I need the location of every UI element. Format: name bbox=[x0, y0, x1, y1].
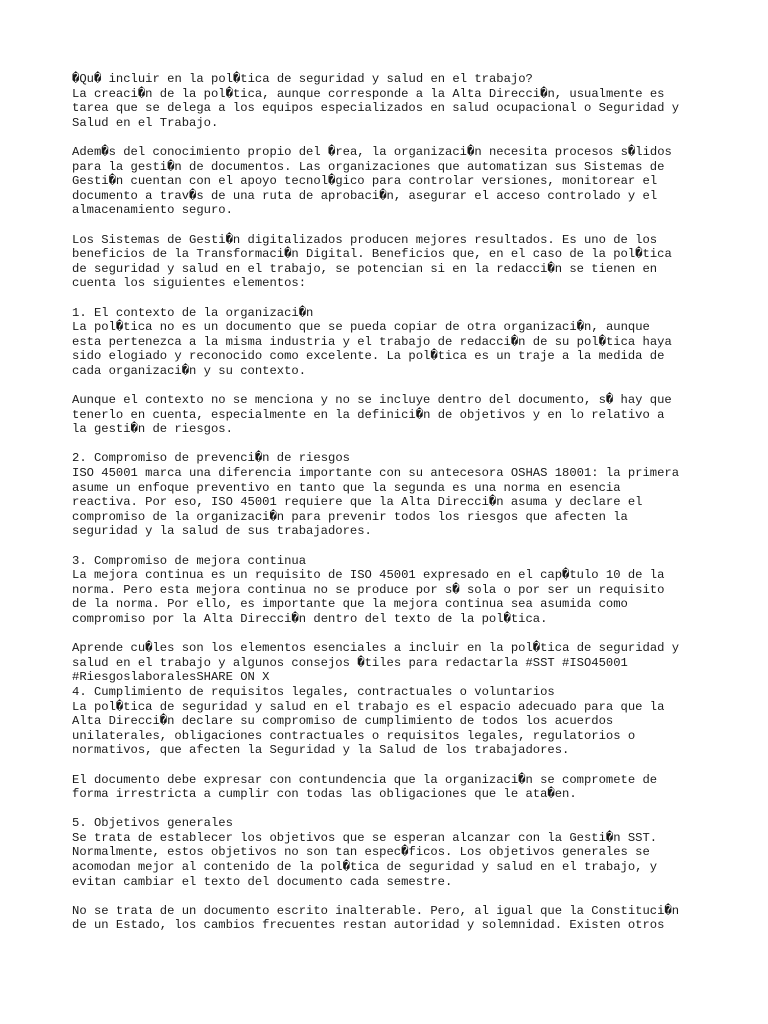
text-line: tenerlo en cuenta, especialmente en la definici�n de objetivos y en lo relativo a bbox=[72, 407, 665, 422]
text-line: forma irrestricta a cumplir con todas las obligaciones que le ata�en. bbox=[72, 787, 577, 802]
text-line: cada organizaci�n y su contexto. bbox=[72, 363, 307, 378]
document-paragraph bbox=[72, 773, 702, 802]
text-line: Aunque el contexto no se menciona y no se incluye dentro del documento, s� hay que bbox=[72, 393, 672, 408]
document-page bbox=[72, 72, 702, 933]
text-line: evitan cambiar el texto del documento cada semestre. bbox=[72, 874, 453, 889]
text-line: de seguridad y salud en el trabajo, se potencian si en la redacci�n se tienen en bbox=[72, 261, 658, 276]
text-line: reactiva. Por eso, ISO 45001 requiere que la Alta Direcci�n asuma y declare el bbox=[72, 495, 643, 510]
text-line: Adem�s del conocimiento propio del �rea, la organizaci�n necesita procesos s�lidos bbox=[72, 144, 672, 159]
text-line: La creaci�n de la pol�tica, aunque corresponde a la Alta Direcci�n, usualmente es bbox=[72, 86, 665, 101]
text-line: de un Estado, los cambios frecuentes restan autoridad y solemnidad. Existen otros bbox=[72, 918, 665, 933]
document-paragraph bbox=[72, 554, 702, 627]
text-line: Aprende cu�les son los elementos esenciales a incluir en la pol�tica de seguridad y bbox=[72, 641, 680, 656]
text-line: La pol�tica de seguridad y salud en el trabajo es el espacio adecuado para que la bbox=[72, 699, 665, 714]
text-line: sido elogiado y reconocido como excelente. La pol�tica es un traje a la medida de bbox=[72, 349, 665, 364]
text-line: seguridad y la salud de sus trabajadores. bbox=[72, 524, 372, 539]
text-line: Salud en el Trabajo. bbox=[72, 115, 219, 130]
text-line: Alta Direcci�n declare su compromiso de cumplimiento de todos los acuerdos bbox=[72, 714, 614, 729]
document-paragraph bbox=[72, 72, 702, 130]
document-paragraph bbox=[72, 451, 702, 539]
text-line: La pol�tica no es un documento que se pueda copiar de otra organizaci�n, aunque bbox=[72, 320, 650, 335]
text-line: compromiso por la Alta Direcci�n dentro del texto de la pol�tica. bbox=[72, 611, 548, 626]
text-line: Se trata de establecer los objetivos que se esperan alcanzar con la Gesti�n SST. bbox=[72, 830, 658, 845]
document-paragraph bbox=[72, 816, 702, 889]
text-line: cuenta los siguientes elementos: bbox=[72, 276, 307, 291]
document-paragraph bbox=[72, 393, 702, 437]
text-line: #RiesgoslaboralesSHARE ON X bbox=[72, 670, 270, 685]
document-paragraph bbox=[72, 145, 702, 218]
text-line: Normalmente, estos objetivos no son tan espec�ficos. Los objetivos generales se bbox=[72, 845, 650, 860]
text-line: unilaterales, obligaciones contractuales o requisitos legales, regulatorios o bbox=[72, 728, 636, 743]
text-line: 2. Compromiso de prevenci�n de riesgos bbox=[72, 451, 350, 466]
text-line: de la norma. Por ello, es importante que la mejora continua sea asumida como bbox=[72, 597, 628, 612]
text-line: 4. Cumplimiento de requisitos legales, contractuales o voluntarios bbox=[72, 684, 555, 699]
document-paragraph bbox=[72, 641, 702, 758]
text-line: ISO 45001 marca una diferencia importante con su antecesora OSHAS 18001: la primera bbox=[72, 466, 680, 481]
text-line: asume un enfoque preventivo en tanto que la segunda es una norma en esencia bbox=[72, 480, 621, 495]
text-line: �Qu� incluir en la pol�tica de seguridad y salud en el trabajo? bbox=[72, 72, 533, 86]
text-line: esta pertenezca a la misma industria y el trabajo de redacci�n de su pol�tica haya bbox=[72, 334, 672, 349]
text-line: 5. Objetivos generales bbox=[72, 816, 233, 831]
text-line: El documento debe expresar con contundencia que la organizaci�n se compromete de bbox=[72, 772, 658, 787]
text-line: norma. Pero esta mejora continua no se produce por s� sola o por ser un requisito bbox=[72, 582, 665, 597]
text-line: para la gesti�n de documentos. Las organizaciones que automatizan sus Sistemas de bbox=[72, 159, 665, 174]
text-line: normativos, que afecten la Seguridad y la Salud de los trabajadores. bbox=[72, 743, 570, 758]
text-line: La mejora continua es un requisito de ISO 45001 expresado en el cap�tulo 10 de la bbox=[72, 568, 665, 583]
document-paragraph bbox=[72, 306, 702, 379]
text-line: almacenamiento seguro. bbox=[72, 203, 233, 218]
text-line: tarea que se delega a los equipos especializados en salud ocupacional o Seguridad y bbox=[72, 101, 680, 116]
text-line: salud en el trabajo y algunos consejos �tiles para redactarla #SST #ISO45001 bbox=[72, 655, 628, 670]
document-paragraph bbox=[72, 904, 702, 933]
text-line: acomodan mejor al contenido de la pol�tica de seguridad y salud en el trabajo, y bbox=[72, 860, 658, 875]
text-line: documento a trav�s de una ruta de aprobaci�n, asegurar el acceso controlado y el bbox=[72, 188, 658, 203]
text-line: 1. El contexto de la organizaci�n bbox=[72, 305, 314, 320]
text-line: compromiso de la organizaci�n para prevenir todos los riesgos que afecten la bbox=[72, 509, 628, 524]
document-paragraph bbox=[72, 233, 702, 291]
text-line: Gesti�n cuentan con el apoyo tecnol�gico para controlar versiones, monitorear el bbox=[72, 174, 658, 189]
text-line: Los Sistemas de Gesti�n digitalizados producen mejores resultados. Es uno de los bbox=[72, 232, 658, 247]
text-line: la gesti�n de riesgos. bbox=[72, 422, 233, 437]
text-line: 3. Compromiso de mejora continua bbox=[72, 553, 307, 568]
text-line: beneficios de la Transformaci�n Digital. Beneficios que, en el caso de la pol�tica bbox=[72, 247, 672, 262]
text-line: No se trata de un documento escrito inalterable. Pero, al igual que la Constituci�n bbox=[72, 903, 680, 918]
